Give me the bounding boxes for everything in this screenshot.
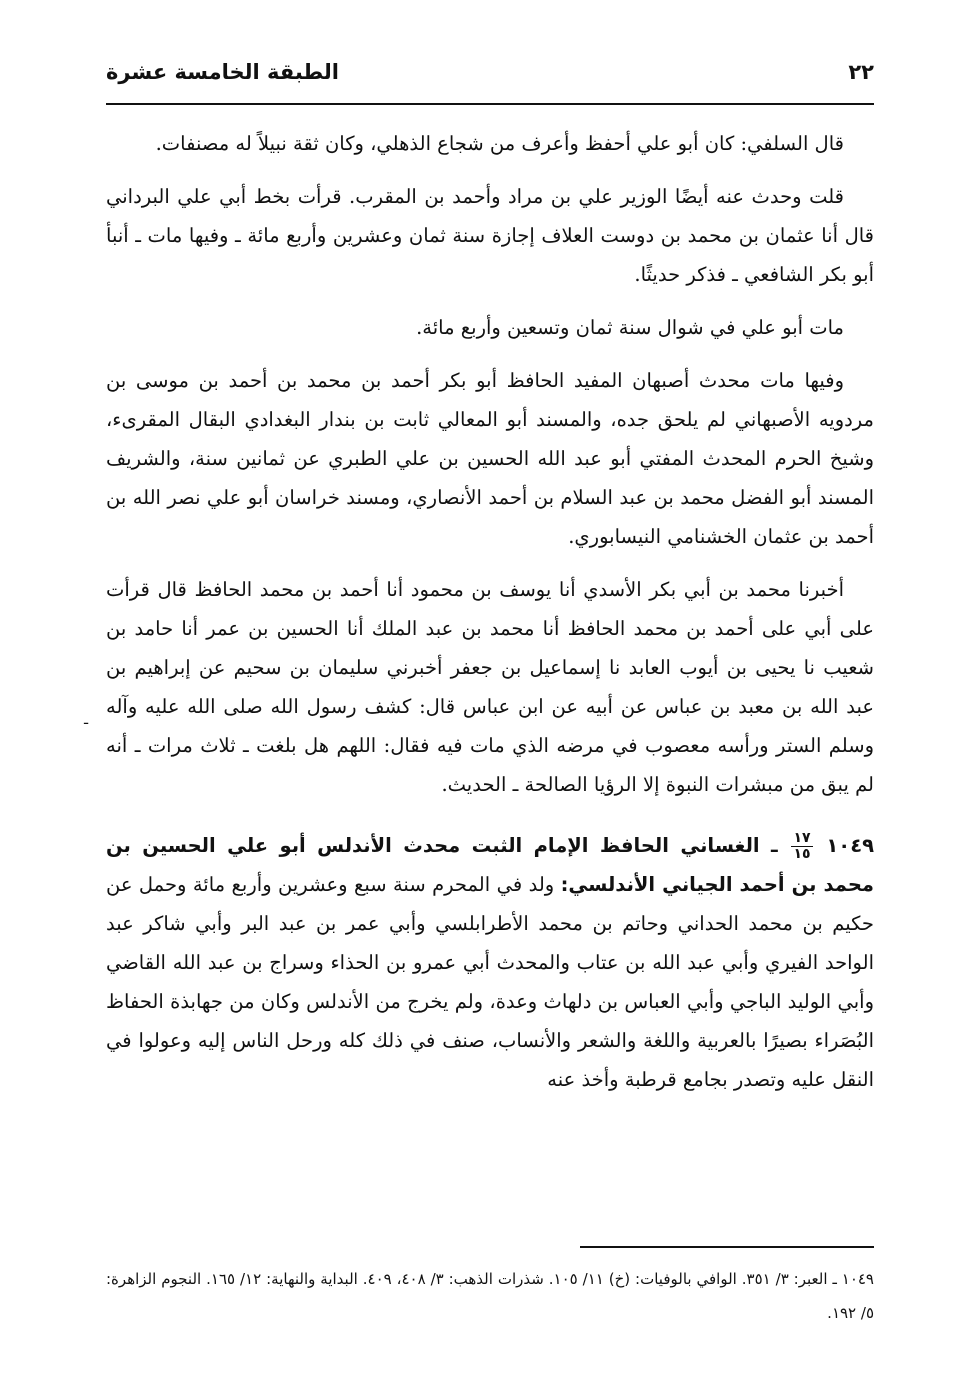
footnotes — [106, 1262, 874, 1330]
page-number: ٢٢ — [848, 60, 874, 84]
entry-number: ١٠٤٩ — [826, 834, 875, 857]
paragraph-hadith-chain: أخبرنا محمد بن أبي بكر الأسدي أنا يوسف بن محمود أنا أحمد بن محمد الحافظ قال قرأت على أبي على أحمد بن محمد الحافظ أنا محمد بن عبد الملك أنا الحسين بن عمر أنا حامد بن شعيب نا يحيى بن أيوب العابد نا إسماعيل بن جعفر أخبرني سليمان بن سحيم عن إبراهيم بن عبد الله بن معبد بن عباس عن أبيه عن ابن عباس قال: كشف رسول الله صلى الله عليه وآله وسلم الستر ورأسه معصوب في مرضه الذي مات فيه فقال: اللهم هل بلغت ـ ثلاث مرات ـ أنه لم يبق من مبشرات النبوة إلا الرؤيا الصالحة ـ الحديث. — [106, 578, 874, 796]
paragraph-deaths-same-year: وفيها مات محدث أصبهان المفيد الحافظ أبو بكر أحمد بن محمد بن أحمد بن موسى بن مردويه الأصبهاني لم يلحق جده، والمسند أبو المعالي ثابت بن بندار البغدادي البقال المقرىء، وشيخ الحرم المحدث المفتي أبو عبد الله الحسين بن علي الطبري عن ثمانين سنة، والشريف المسند أبو الفضل محمد بن عبد السلام بن أحمد الأنصاري، ومسند خراسان أبو علي نصر الله بن أحمد بن عثمان الخشنامي النيسابوري. — [106, 369, 874, 548]
paragraph-death-date: مات أبو علي في شوال سنة ثمان وتسعين وأربع مائة. — [416, 316, 844, 339]
running-title: الطبقة الخامسة عشرة — [106, 60, 339, 84]
fraction-numerator: ١٧ — [793, 830, 811, 846]
margin-dot: ـ — [84, 712, 89, 728]
entry-text: ولد في المحرم سنة سبع وعشرين وأربع مائة وحمل عن حكيم بن محمد الحداني وحاتم بن محمد الأطرابلسي وأبي عمر بن عبد البر وأبي شاكر عبد الواحد الفيري وأبي عبد الله بن عتاب والمحدث أبي عمرو بن الحذاء وسراج بن عبد الله القاضي وأبي الوليد الباجي وأبي العباس بن دلهاث وعدة، ولم يخرج من الأندلس وكان من جهابذة الحفاظ البُصَراء بصيرًا بالعربية واللغة والشعر والأنساب، صنف في ذلك كله ورحل الناس إليه وعولوا في النقل عليه وتصدر بجامع قرطبة وأخذ عنه — [106, 873, 874, 1091]
paragraph-narrators: قلت وحدث عنه أيضًا الوزير علي بن مراد وأحمد بن المقرب. قرأت بخط أبي علي البرداني قال أنا عثمان بن محمد بن دوست العلاف إجازة سنة ثمان وعشرين وأربع مائة ـ وفيها مات ـ أنبأ أبو بكر الشافعي ـ فذكر حديثًا. — [106, 185, 874, 286]
main-text — [106, 124, 874, 1113]
entry-title: ـ الغساني الحافظ الإمام الثبت محدث الأندلس أبو علي الحسين بن محمد بن أحمد الجياني الأندلسي: — [106, 834, 874, 896]
fraction-denominator: ١٥ — [793, 846, 811, 862]
entry-fraction — [791, 831, 812, 862]
page-header — [106, 56, 874, 96]
paragraph-silafi-quote: قال السلفي: كان أبو علي أحفظ وأعرف من شجاع الذهلي، وكان ثقة نبيلاً له مصنفات. — [155, 132, 844, 155]
footnote-divider — [580, 1246, 874, 1248]
biography-entry — [106, 826, 874, 1099]
footnote-1049: ١٠٤٩ ـ العبر: ٣/ ٣٥١. الوافي بالوفيات: (خ) ١١/ ١٠٥. شذرات الذهب: ٣/ ٤٠٨، ٤٠٩. البداية والنهاية: ١٢/ ١٦٥. النجوم الزاهرة: ٥/ ١٩٢. — [106, 1270, 874, 1322]
header-divider — [106, 103, 874, 105]
